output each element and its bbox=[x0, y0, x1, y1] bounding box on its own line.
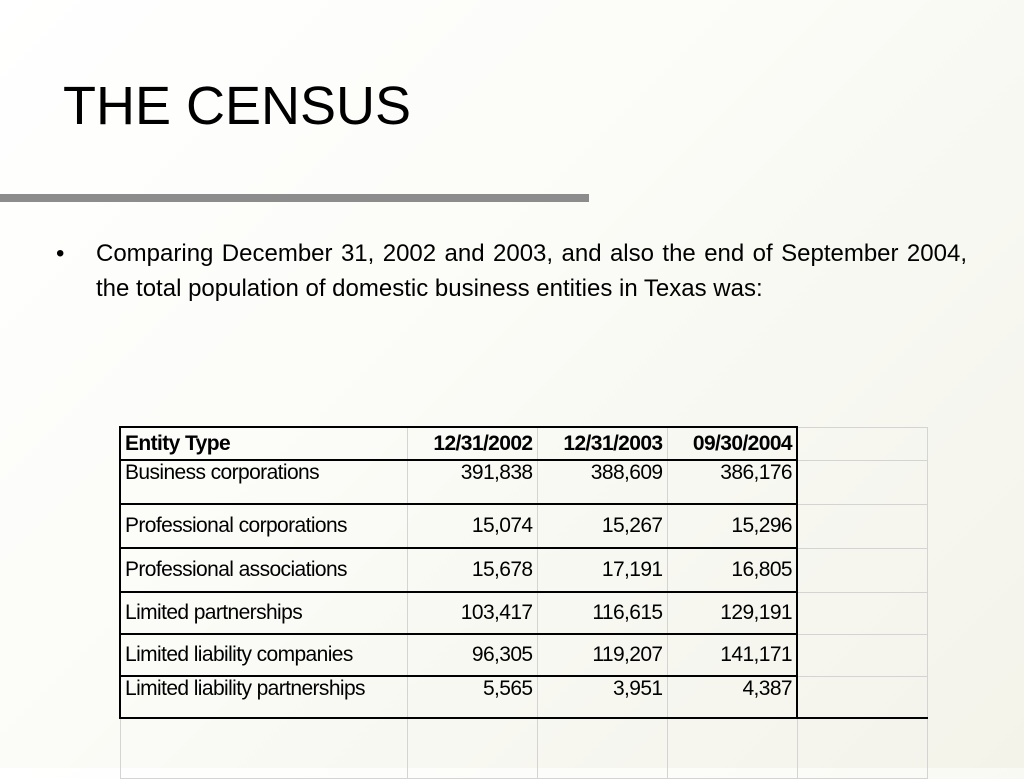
table-cell-value: 5,565 bbox=[407, 676, 537, 718]
table-cell-value: 3,951 bbox=[537, 676, 667, 718]
census-table bbox=[119, 426, 928, 779]
empty-cell bbox=[797, 548, 927, 592]
table-row bbox=[120, 592, 927, 634]
slide-title: THE CENSUS bbox=[63, 76, 412, 136]
table-blank-row bbox=[120, 718, 927, 778]
table-cell-value: 15,678 bbox=[407, 548, 537, 592]
empty-cell bbox=[797, 634, 927, 676]
table-row bbox=[120, 460, 927, 504]
bullet-text: Comparing December 31, 2002 and 2003, and also the end of September 2004, the total population of domestic business entities in Texas was: bbox=[96, 240, 967, 302]
table-cell-value: 116,615 bbox=[537, 592, 667, 634]
header-2002: 12/31/2002 bbox=[407, 427, 537, 460]
header-2003: 12/31/2003 bbox=[537, 427, 667, 460]
empty-cell bbox=[797, 676, 927, 718]
table-cell-entity: Limited partnerships bbox=[120, 592, 407, 634]
table-cell-value: 129,191 bbox=[667, 592, 797, 634]
table-cell-value: 15,296 bbox=[667, 504, 797, 548]
table-cell-entity: Limited liability partnerships bbox=[120, 676, 407, 718]
table-cell-entity: Professional associations bbox=[120, 548, 407, 592]
table-row bbox=[120, 634, 927, 676]
empty-cell bbox=[120, 718, 407, 778]
empty-cell bbox=[667, 718, 797, 778]
table-cell-entity: Professional corporations bbox=[120, 504, 407, 548]
empty-cell bbox=[797, 504, 927, 548]
bullet-item bbox=[56, 236, 967, 306]
table-row bbox=[120, 548, 927, 592]
empty-cell bbox=[407, 718, 537, 778]
empty-cell bbox=[797, 427, 927, 460]
empty-cell bbox=[797, 718, 927, 778]
table-cell-value: 141,171 bbox=[667, 634, 797, 676]
table-cell-value: 386,176 bbox=[667, 460, 797, 504]
census-table-container bbox=[119, 426, 928, 779]
empty-cell bbox=[797, 460, 927, 504]
bullet-dot-icon: • bbox=[56, 240, 65, 267]
table-cell-value: 96,305 bbox=[407, 634, 537, 676]
table-cell-value: 388,609 bbox=[537, 460, 667, 504]
table-row bbox=[120, 676, 927, 718]
bullet-list bbox=[56, 236, 967, 306]
table-row bbox=[120, 504, 927, 548]
table-cell-value: 15,267 bbox=[537, 504, 667, 548]
header-2004: 09/30/2004 bbox=[667, 427, 797, 460]
empty-cell bbox=[797, 592, 927, 634]
table-cell-value: 17,191 bbox=[537, 548, 667, 592]
table-cell-value: 119,207 bbox=[537, 634, 667, 676]
table-cell-entity: Limited liability companies bbox=[120, 634, 407, 676]
table-cell-value: 15,074 bbox=[407, 504, 537, 548]
table-cell-value: 16,805 bbox=[667, 548, 797, 592]
empty-cell bbox=[537, 718, 667, 778]
table-cell-value: 103,417 bbox=[407, 592, 537, 634]
table-cell-value: 4,387 bbox=[667, 676, 797, 718]
table-header-row bbox=[120, 427, 927, 460]
header-entity-type: Entity Type bbox=[120, 427, 407, 460]
table-cell-value: 391,838 bbox=[407, 460, 537, 504]
title-underline-rule bbox=[0, 194, 589, 202]
table-cell-entity: Business corporations bbox=[120, 460, 407, 504]
